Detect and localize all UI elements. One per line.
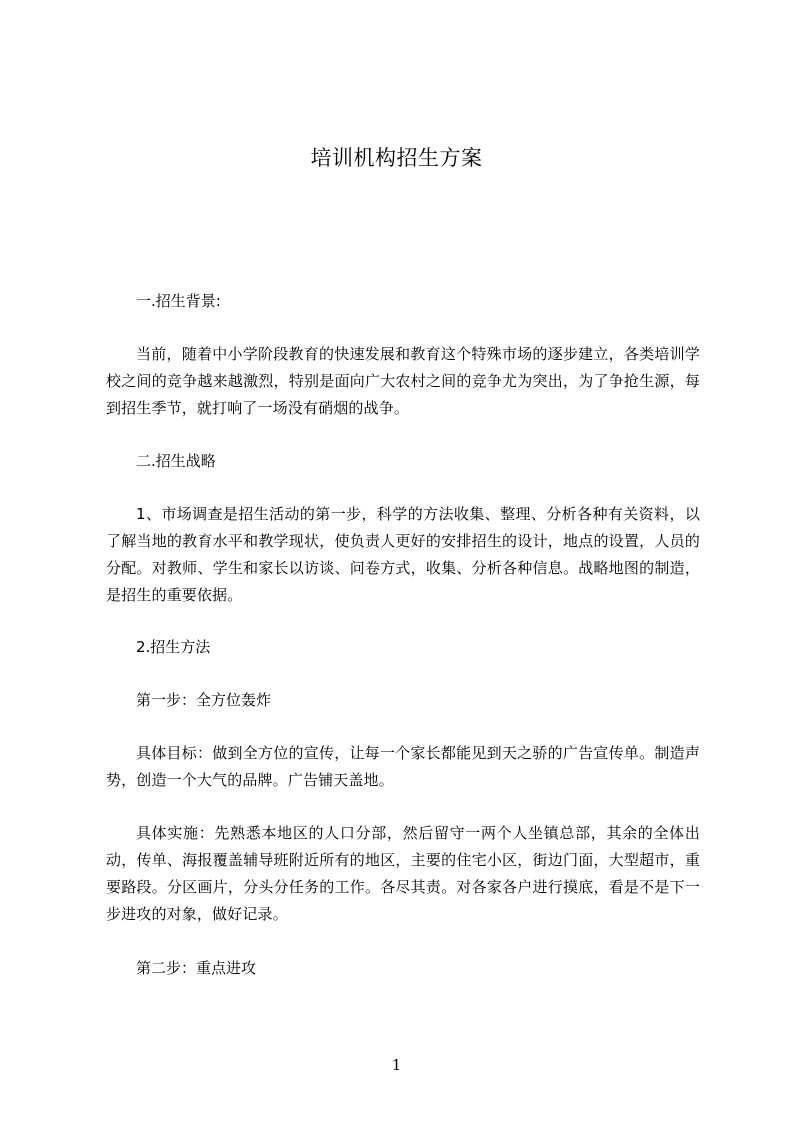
paragraph-step1-goal: 具体目标：做到全方位的宣传，让每一个家长都能见到天之骄的广告宣传单。制造声势，创造一个大气的品牌。广告铺天盖地。 — [106, 744, 700, 789]
section-heading-strategy: 二.招生战略 — [136, 452, 216, 470]
section-heading-background: 一.招生背景: — [136, 292, 221, 310]
paragraph-step1-impl: 具体实施：先熟悉本地区的人口分部，然后留守一两个人坐镇总部，其余的全体出动，传单、海报覆盖辅导班附近所有的地区，主要的住宅小区，街边门面，大型超市，重要路段。分区画片，分头分任务的工作。各尽其责。对各家各户进行摸底，看是不是下一步进攻的对象，做好记录。 — [106, 824, 700, 923]
step1-heading: 第一步：全方位轰炸 — [136, 691, 272, 709]
page-number: 1 — [391, 1056, 402, 1074]
paragraph-strategy: 1、市场调查是招生活动的第一步，科学的方法收集、整理、分析各种有关资料，以了解当地的教育水平和教学现状，使负责人更好的安排招生的设计，地点的设置，人员的分配。对教师、学生和家长以访谈、问卷方式，收集、分析各种信息。战略地图的制造，是招生的重要依据。 — [106, 505, 700, 604]
document-title: 培训机构招生方案 — [310, 146, 483, 170]
section-heading-method: 2.招生方法 — [136, 638, 211, 656]
step2-heading: 第二步：重点进攻 — [136, 959, 257, 977]
paragraph-background: 当前，随着中小学阶段教育的快速发展和教育这个特殊市场的逐步建立，各类培训学校之间的竞争越来越激烈，特别是面向广大农村之间的竞争尤为突出，为了争抢生源，每到招生季节，就打响了一场没有硝烟的战争。 — [106, 345, 700, 417]
